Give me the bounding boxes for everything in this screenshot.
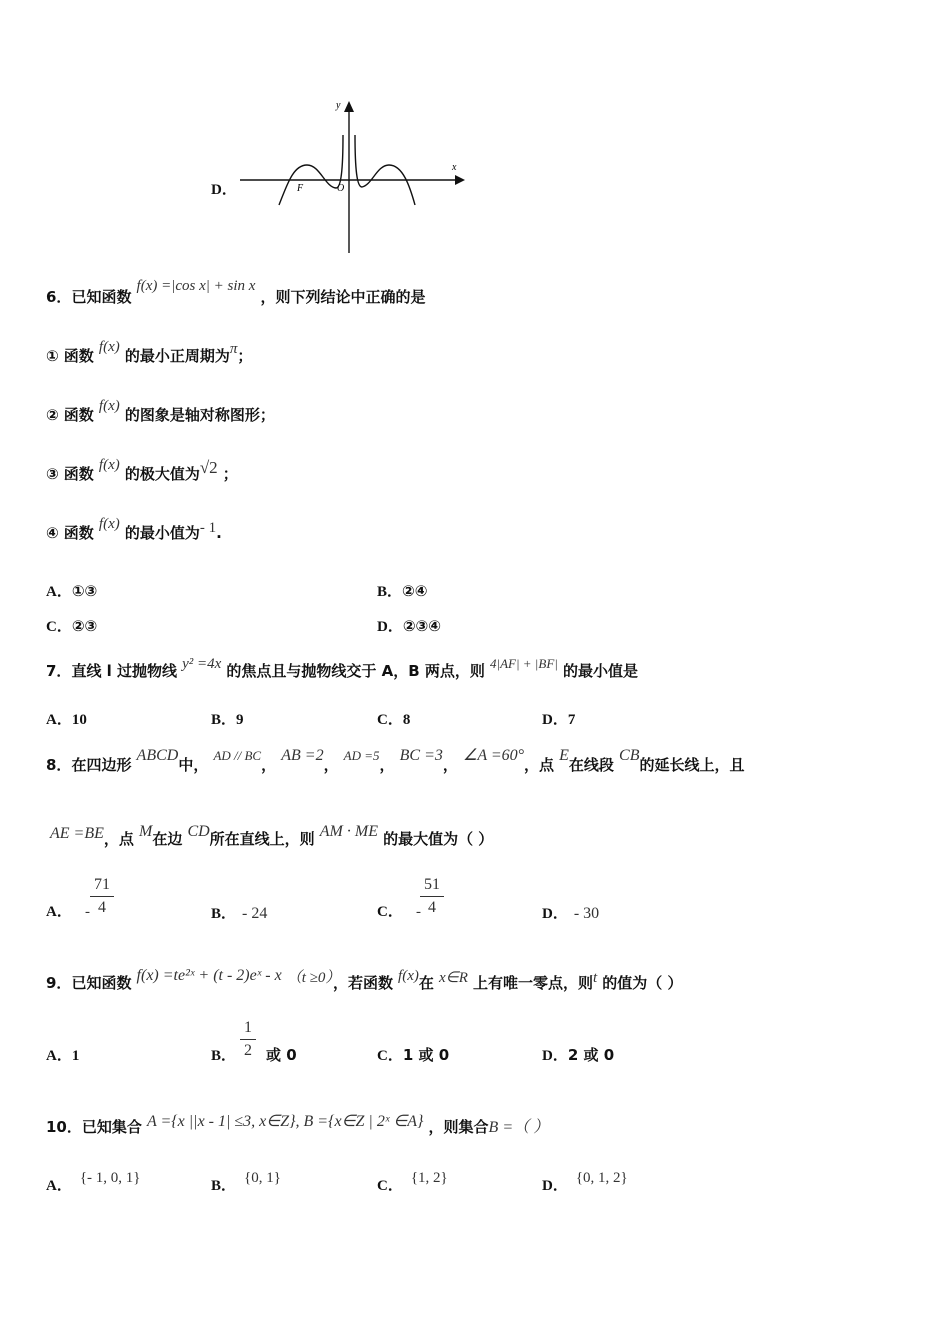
q8-option-a[interactable]: A． - [46,904,90,920]
curve-left [279,135,343,205]
question-8-stem-line2: AE =BE，点 M在边 CD所在直线上，则 AM · ME 的最大值为（ ） [50,823,494,848]
q6-statement-2: ② 函数 f(x) 的图象是轴对称图形； [46,398,275,424]
q10-option-b[interactable]: B． {0, 1} [211,1170,281,1194]
graph-option-label: D． [211,182,237,198]
q6-formula: f(x) =|cos x| + sin x [136,278,256,294]
q9-option-d[interactable]: D．2 或 0 [542,1046,615,1064]
q6-option-c[interactable]: C．②③ [46,617,98,635]
y-axis-arrow [344,101,354,112]
x-axis-label: x [452,162,457,173]
q9-option-b[interactable]: B． 或 0 [211,1046,297,1064]
q8-option-c-fraction: 51 4 [420,876,444,917]
q9-option-a[interactable]: A．1 [46,1048,80,1064]
q6-statement-4: ④ 函数 f(x) 的最小值为- 1. [46,516,222,542]
point-f-label: F [297,183,304,194]
x-axis-arrow [455,175,465,185]
q6-option-b[interactable]: B．②④ [377,582,428,600]
question-10-stem: 10．已知集合 A ={x ||x - 1| ≤3, x∈Z}, B ={x∈Z | 2ˣ ∈A} ，则集合B =（ ） [46,1113,550,1136]
q6-statement-3: ③ 函数 f(x) 的极大值为√2 ； [46,457,238,483]
q7-option-b[interactable]: B．9 [211,712,244,728]
q7-option-d[interactable]: D．7 [542,712,576,728]
question-6-stem: 6．已知函数 f(x) =|cos x| + sin x ，则下列结论中正确的是 [46,278,426,306]
question-8-stem-line1: 8．在四边形 ABCD中， $^{AD // BC}$， AB =2， $^{AD =5}$， BC =3， ∠A =60°，点 E在线段 CB的延长线上，且 [46,747,745,774]
q8-option-d[interactable]: D． - 30 [542,905,600,922]
question-7-stem: 7．直线 l 过抛物线 y² =4x 的焦点且与抛物线交于 A，B 两点，则 $^{4|AF| + |BF|}$ 的最小值是 [46,656,638,680]
question-9-stem: 9．已知函数 f(x) =te²ˣ + (t - 2)eˣ - x （t ≥0），若函数 f(x)在 x∈R 上有唯一零点，则t 的值为（ ） [46,967,683,992]
q10-option-c[interactable]: C． {1, 2} [377,1170,448,1194]
q9-option-b-fraction: 1 2 [240,1019,256,1060]
curve-right [355,135,415,205]
origin-label: O [337,183,345,194]
function-graph [235,95,475,260]
q8-option-a-fraction: 71 4 [90,876,114,917]
q6-option-a[interactable]: A．①③ [46,582,98,600]
q9-option-c[interactable]: C．1 或 0 [377,1046,450,1064]
q10-option-a[interactable]: A． {- 1, 0, 1} [46,1170,141,1194]
y-axis-label: y [336,100,341,111]
q7-option-a[interactable]: A．10 [46,712,87,728]
q6-statement-1: ① 函数 f(x) 的最小正周期为π； [46,339,253,365]
q8-option-c[interactable]: C． - [377,904,421,920]
q8-option-b[interactable]: B． - 24 [211,905,268,922]
q6-option-d[interactable]: D．②③④ [377,617,441,635]
q10-option-d[interactable]: D． {0, 1, 2} [542,1170,628,1194]
q7-option-c[interactable]: C．8 [377,712,411,728]
